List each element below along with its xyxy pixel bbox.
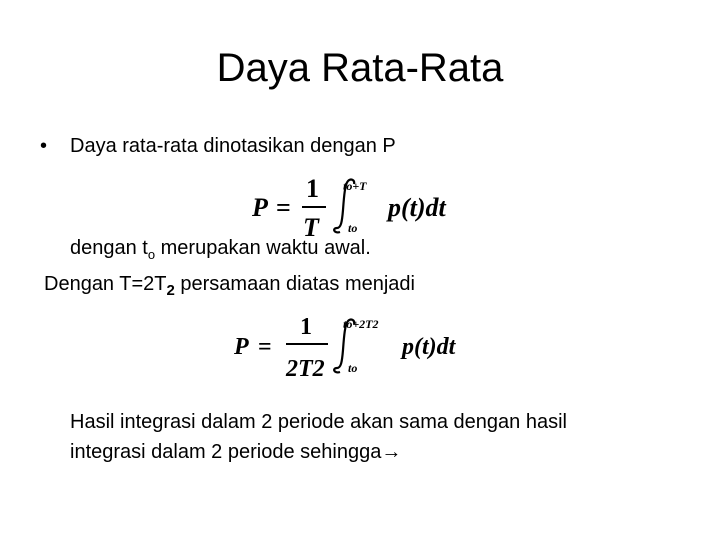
eq1-upper-limit: to+T (343, 179, 367, 193)
eq1-integrand: p(t)dt (388, 193, 446, 222)
equation-average-power (240, 172, 480, 242)
slide-title: Daya Rata-Rata (216, 46, 504, 90)
eq2-lower-limit: to (348, 361, 358, 375)
eq2-upper-limit: to+2T2 (343, 317, 379, 331)
eq2-integrand: p(t)dt (402, 334, 456, 360)
bullet-item (40, 134, 396, 158)
eq1-numerator: 1 (306, 174, 319, 203)
eq1-lower-limit: to (348, 221, 358, 235)
eq2-numerator: 1 (300, 314, 312, 340)
eq1-denominator: T (303, 213, 319, 242)
text-line-3: Dengan $T=2T_2$ persamaan diatas menjadi (44, 273, 415, 299)
text-line-5: integrasi dalam 2 periode sehingga→ (70, 441, 402, 463)
eq2-equals: = (258, 334, 272, 360)
text-line-2: dengan $t_o$ merupakan waktu awal. (70, 237, 371, 262)
bullet-text: Daya rata-rata dinotasikan dengan P (70, 135, 396, 157)
eq2-lhs: P (234, 334, 249, 360)
eq2-denominator: 2T2 (286, 356, 325, 382)
text-line-4: Hasil integrasi dalam 2 periode akan sama dengan hasil (70, 411, 567, 433)
arrow-right-icon: → (381, 441, 402, 463)
bullet-icon: • (40, 135, 48, 157)
eq1-equals: = (276, 193, 291, 222)
eq1-lhs: P (252, 193, 268, 222)
equation-average-power-2t2 (228, 312, 488, 390)
